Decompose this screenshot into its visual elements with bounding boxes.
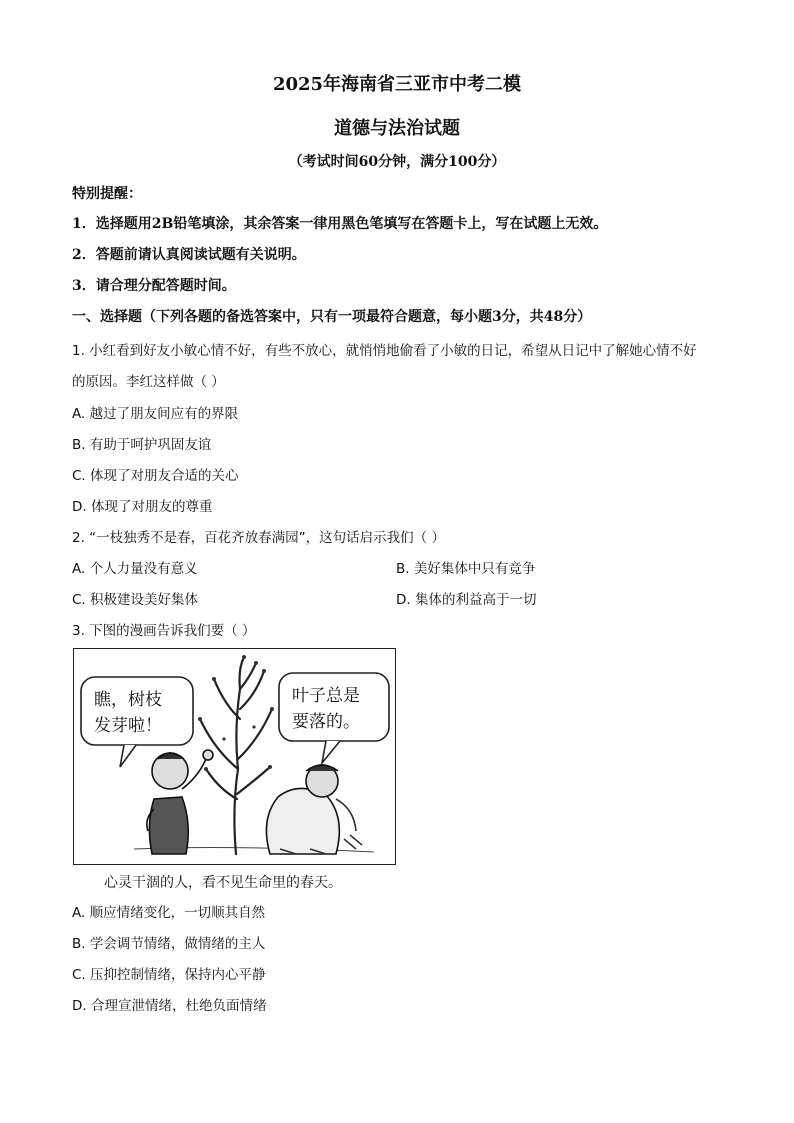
notice-item-2: 2．答题前请认真阅读试题有关说明。 (72, 247, 306, 263)
q1-stem-line2: 的原因。李红这样做（ ） (72, 374, 225, 390)
q2-option-c: C. 积极建设美好集体 (72, 592, 199, 608)
notice-item-1: 1．选择题用2B铅笔填涂，其余答案一律用黑色笔填写在答题卡上，写在试题上无效。 (72, 216, 608, 232)
bubble-right-line2: 要落的。 (292, 712, 360, 732)
exam-info: （考试时间60分钟，满分100分） (288, 154, 506, 170)
section-heading: 一、选择题（下列各题的备选答案中，只有一项最符合题意，每小题3分，共48分） (72, 309, 592, 325)
notice-item-3: 3．请合理分配答题时间。 (72, 278, 236, 294)
q2-option-d: D. 集体的利益高于一切 (396, 592, 537, 608)
bubble-left-line2: 发芽啦！ (94, 716, 162, 736)
bubble-left-line1: 瞧，树枝 (94, 690, 162, 710)
cartoon-image (73, 648, 396, 865)
q1-option-b: B. 有助于呵护巩固友谊 (72, 437, 212, 453)
q1-option-a: A. 越过了朋友间应有的界限 (72, 406, 239, 422)
bubble-right-line1: 叶子总是 (292, 686, 360, 706)
right-figure (266, 765, 362, 854)
notice-heading: 特别提醒： (72, 186, 142, 202)
q2-option-a: A. 个人力量没有意义 (72, 561, 198, 577)
q1-option-d: D. 体现了对朋友的尊重 (72, 499, 213, 515)
left-figure (147, 750, 213, 854)
q3-option-b: B. 学会调节情绪，做情绪的主人 (72, 936, 266, 952)
q3-option-a: A. 顺应情绪变化，一切顺其自然 (72, 905, 266, 921)
q2-option-b: B. 美好集体中只有竞争 (396, 561, 536, 577)
q1-option-c: C. 体现了对朋友合适的关心 (72, 468, 239, 484)
q1-stem-line1: 1. 小红看到好友小敏心情不好，有些不放心，就悄悄地偷看了小敏的日记，希望从日记中了解她心情不好 (72, 343, 697, 359)
q2-stem: 2. “一枝独秀不是春，百花齐放春满园”，这句话启示我们（ ） (72, 530, 445, 546)
q3-option-c: C. 压抑控制情绪，保持内心平静 (72, 967, 266, 983)
exam-title: 2025年海南省三亚市中考二模 (272, 74, 522, 95)
exam-subject: 道德与法治试题 (334, 118, 460, 139)
q3-stem: 3. 下图的漫画告诉我们要（ ） (72, 623, 256, 639)
q3-option-d: D. 合理宣泄情绪，杜绝负面情绪 (72, 998, 267, 1014)
cartoon-caption: 心灵干涸的人，看不见生命里的春天。 (104, 875, 342, 891)
